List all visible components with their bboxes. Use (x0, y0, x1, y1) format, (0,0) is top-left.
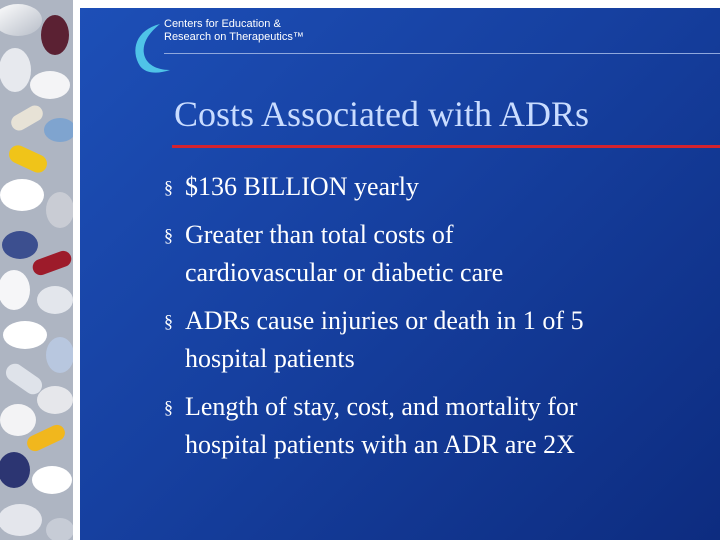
bullet-line: Greater than total costs of (185, 220, 454, 249)
title-underline (172, 145, 720, 148)
bullet-list (164, 168, 694, 474)
bullet-marker: § (164, 225, 173, 245)
bullet-line: hospital patients (185, 344, 355, 373)
pills-photo-strip (0, 0, 80, 540)
bullet-item (164, 302, 694, 378)
bullet-line: hospital patients with an ADR are 2X (185, 430, 575, 459)
pills-photo (0, 0, 80, 540)
bullet-item (164, 216, 694, 292)
slide-title: Costs Associated with ADRs (174, 94, 590, 134)
bullet-text (185, 168, 694, 206)
strip-divider (73, 0, 80, 540)
bullet-marker: § (164, 397, 173, 417)
logo-line-1: Centers for Education & (164, 18, 281, 30)
bullet-marker: § (164, 177, 173, 197)
bullet-line: $136 BILLION yearly (185, 172, 419, 201)
bullet-item (164, 168, 694, 206)
bullet-item (164, 388, 694, 464)
header-rule (164, 53, 720, 54)
bullet-marker: § (164, 311, 173, 331)
bullet-text (185, 302, 694, 378)
logo-line-2: Research on Therapeutics™ (164, 31, 304, 43)
organization-logo-text (164, 18, 304, 44)
bullet-line: Length of stay, cost, and mortality for (185, 392, 578, 421)
bullet-line: cardiovascular or diabetic care (185, 258, 504, 287)
bullet-line: ADRs cause injuries or death in 1 of 5 (185, 306, 584, 335)
bullet-text (185, 388, 694, 464)
bullet-text (185, 216, 694, 292)
